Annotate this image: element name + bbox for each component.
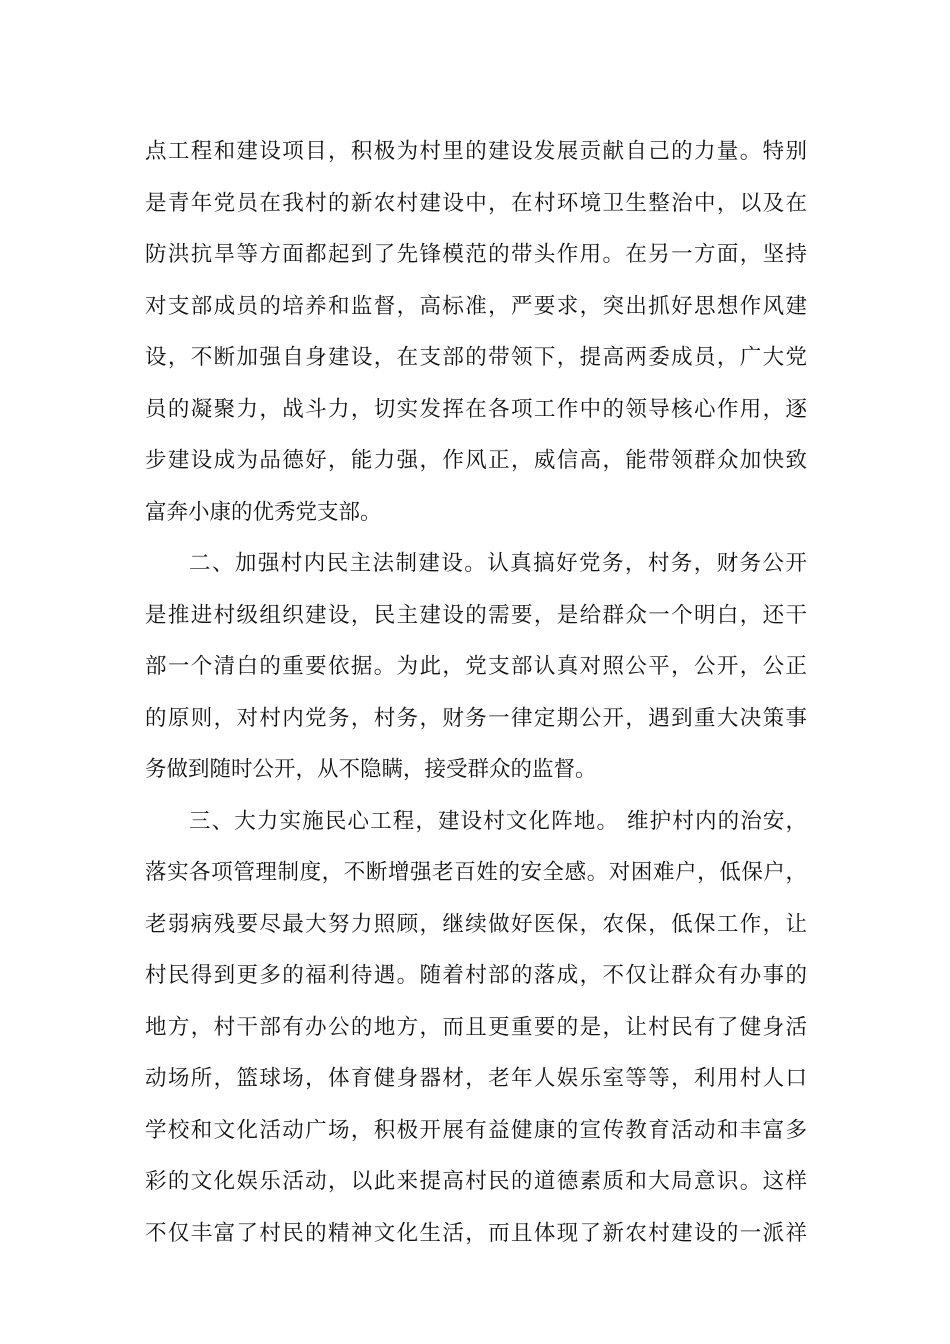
text-line: 点工程和建设项目，积极为村里的建设发展贡献自己的力量。特别 [145, 139, 807, 164]
text-line: 是推进村级组织建设，民主建设的需要，是给群众一个明白，还干 [145, 602, 807, 628]
text-line: 二、加强村内民主法制建设。认真搞好党务，村务，财务公开 [189, 551, 807, 576]
text-line: 老弱病残要尽最大努力照顾，继续做好医保，农保，低保工作，让 [145, 911, 807, 937]
text-line: 防洪抗旱等方面都起到了先锋模范的带头作用。在另一方面，坚持 [145, 242, 807, 267]
text-line: 部一个清白的重要依据。为此，党支部认真对照公平，公开，公正 [145, 654, 807, 679]
text-line: 村民得到更多的福利待遇。随着村部的落成，不仅让群众有办事的 [145, 963, 807, 988]
text-line: 步建设成为品德好，能力强，作风正，威信高，能带领群众加快致 [145, 448, 807, 473]
text-line: 落实各项管理制度，不断增强老百姓的安全感。对困难户，低保户， [145, 860, 807, 885]
text-line: 富奔小康的优秀党支部。 [145, 499, 382, 525]
text-line: 的原则，对村内党务，村务，财务一律定期公开，遇到重大决策事 [145, 705, 807, 731]
paragraph-public-projects [145, 796, 807, 1260]
text-line: 三、大力实施民心工程，建设村文化阵地。 维护村内的治安， [189, 808, 807, 834]
text-line: 地方，村干部有办公的地方，而且更重要的是，让村民有了健身活 [145, 1014, 807, 1040]
text-line: 员的凝聚力，战斗力，切实发挥在各项工作中的领导核心作用，逐 [145, 396, 807, 422]
text-line: 彩的文化娱乐活动，以此来提高村民的道德素质和大局意识。这样 [145, 1169, 807, 1194]
paragraph-party-branch [145, 126, 807, 538]
text-line: 对支部成员的培养和监督，高标准，严要求，突出抓好思想作风建 [145, 293, 807, 319]
text-line: 设，不断加强自身建设，在支部的带领下，提高两委成员，广大党 [145, 345, 807, 370]
text-line: 务做到随时公开，从不隐瞒，接受群众的监督。 [145, 757, 597, 782]
paragraph-democracy-law [145, 538, 807, 796]
text-line: 是青年党员在我村的新农村建设中，在村环境卫生整治中，以及在 [145, 190, 807, 216]
document-body [145, 126, 807, 1259]
text-line: 学校和文化活动广场，积极开展有益健康的宣传教育活动和丰富多 [145, 1117, 807, 1143]
text-line: 不仅丰富了村民的精神文化生活，而且体现了新农村建设的一派祥 [145, 1220, 807, 1246]
text-line: 动场所，篮球场，体育健身器材，老年人娱乐室等等，利用村人口 [145, 1066, 807, 1091]
